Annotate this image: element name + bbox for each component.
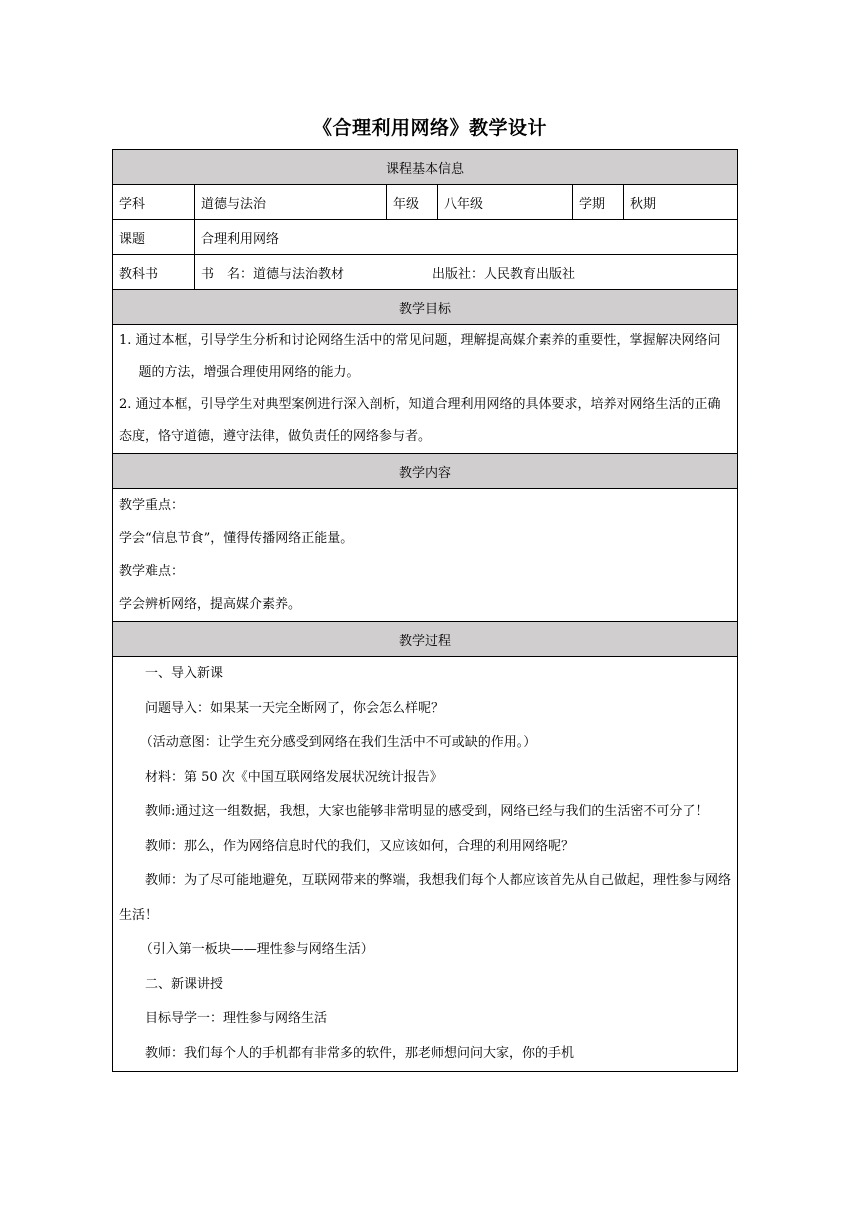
- key-point-text: 学会“信息节食”，懂得传播网络正能量。: [119, 531, 354, 546]
- textbook-label: 教科书: [113, 255, 195, 290]
- grade-value: 八年级: [438, 185, 573, 220]
- process-header-row: [113, 622, 738, 657]
- basic-info-header: 课程基本信息: [113, 150, 738, 185]
- document-title: 《合理利用网络》教学设计: [312, 117, 547, 139]
- process-paragraph: 问题导入：如果某一天完全断网了，你会怎么样呢？: [145, 700, 445, 716]
- objective-item-1: 1. 通过本框，引导学生分析和讨论网络生活中的常见问题，理解提高媒介素养的重要性，掌握解决网络问题的方法，增强合理使用网络的能力。: [119, 333, 721, 380]
- difficult-point-label: 教学难点：: [119, 564, 185, 579]
- key-point-label: 教学重点：: [119, 498, 185, 513]
- process-paragraph: 二、新课讲授: [145, 976, 224, 992]
- content-row: [113, 489, 738, 622]
- process-paragraph: （引入第一板块——理性参与网络生活）: [139, 942, 374, 957]
- process-body: [113, 657, 738, 1072]
- term-label: 学期: [573, 185, 624, 220]
- content-header: 教学内容: [113, 454, 738, 489]
- difficult-point-text: 学会辨析网络，提高媒介素养。: [119, 597, 302, 612]
- process-paragraph: （活动意图：让学生充分感受到网络在我们生活中不可或缺的作用。）: [139, 735, 537, 750]
- objectives-row: [113, 325, 738, 454]
- process-paragraph: 教师：为了尽可能地避免，互联网带来的弊端，我想我们每个人都应该首先从自己做起，理性参与网络生活！: [119, 873, 732, 923]
- process-paragraph: 目标导学一：理性参与网络生活: [145, 1011, 328, 1026]
- objectives-header: 教学目标: [113, 290, 738, 325]
- process-header: 教学过程: [113, 622, 738, 657]
- objectives-header-row: [113, 290, 738, 325]
- subject-value: 道德与法治: [195, 185, 387, 220]
- process-paragraph: 一、导入新课: [145, 666, 224, 681]
- term-value: 秋期: [624, 185, 738, 220]
- content-body: [113, 489, 738, 622]
- process-paragraph: 教师：那么，作为网络信息时代的我们，又应该如何，合理的利用网络呢？: [145, 838, 575, 854]
- objectives-body: [113, 325, 738, 454]
- topic-value: 合理利用网络: [195, 220, 738, 255]
- textbook-row: [113, 255, 738, 290]
- process-row: [113, 657, 738, 1072]
- subject-label: 学科: [113, 185, 195, 220]
- process-paragraph: 教师:通过这一组数据，我想，大家也能够非常明显的感受到，网络已经与我们的生活密不可分了！: [145, 804, 709, 819]
- book-name: 书 名：道德与法治教材: [201, 266, 345, 282]
- textbook-value: [195, 255, 738, 290]
- grade-label: 年级: [387, 185, 438, 220]
- content-header-row: [113, 454, 738, 489]
- basic-info-header-row: [113, 150, 738, 185]
- topic-label: 课题: [113, 220, 195, 255]
- subject-row: [113, 185, 738, 220]
- topic-row: [113, 220, 738, 255]
- process-paragraph: 材料：第 50 次《中国互联网络发展状况统计报告》: [145, 769, 443, 785]
- publisher: 出版社：人民教育出版社: [432, 266, 576, 282]
- lesson-design-table: [112, 149, 738, 1072]
- objective-item-2: 2. 通过本框，引导学生对典型案例进行深入剖析，知道合理利用网络的具体要求，培养对网络生活的正确态度，恪守道德，遵守法律，做负责任的网络参与者。: [119, 397, 721, 444]
- process-paragraph: 教师：我们每个人的手机都有非常多的软件，那老师想问问大家，你的手机: [145, 1045, 575, 1061]
